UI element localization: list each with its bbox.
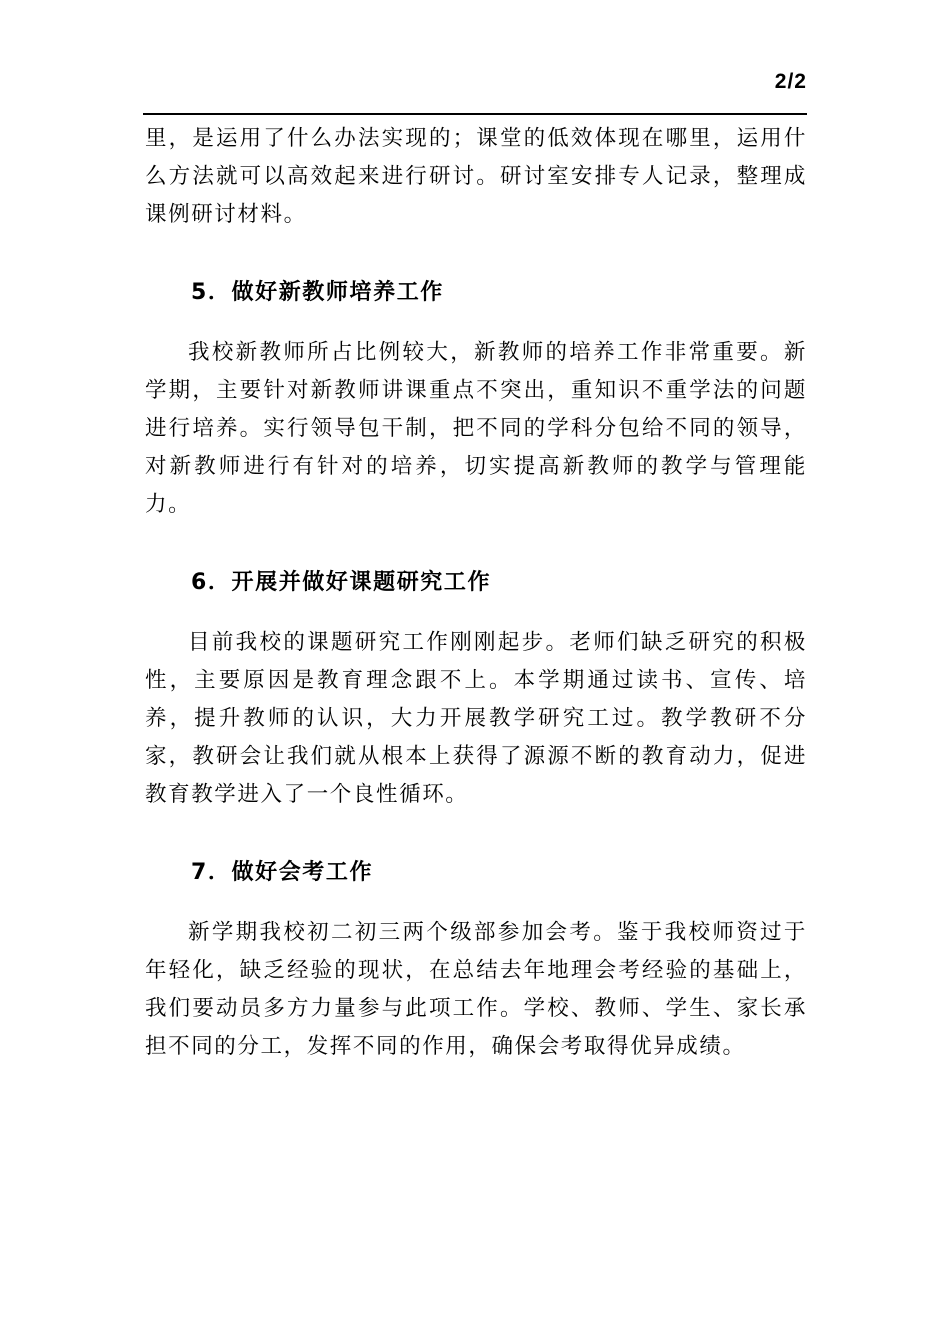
section-heading-5: 5．做好新教师培养工作 <box>191 280 444 305</box>
section-paragraph-5: 我校新教师所占比例较大，新教师的培养工作非常重要。新学期，主要针对新教师讲课重点不突出，重知识不重学法的问题进行培养。实行领导包干制，把不同的学科分包给不同的领导，对新教师进行有针对的培养，切实提高新教师的教学与管理能力。 <box>145 340 807 517</box>
section-paragraph-6: 目前我校的课题研究工作刚刚起步。老师们缺乏研究的积极性，主要原因是教育理念跟不上。本学期通过读书、宣传、培养，提升教师的认识，大力开展教学研究工过。教学教研不分家，教研会让我们就从根本上获得了源源不断的教育动力，促进教育教学进入了一个良性循环。 <box>145 630 807 807</box>
section-heading-6: 6．开展并做好课题研究工作 <box>191 570 492 595</box>
section-paragraph-7: 新学期我校初二初三两个级部参加会考。鉴于我校师资过于年轻化，缺乏经验的现状，在总结去年地理会考经验的基础上，我们要动员多方力量参与此项工作。学校、教师、学生、家长承担不同的分工，发挥不同的作用，确保会考取得优异成绩。 <box>145 920 807 1059</box>
header-divider <box>143 113 807 115</box>
section-heading-7: 7．做好会考工作 <box>191 860 374 885</box>
page-number: 2/2 <box>774 70 807 93</box>
document-body <box>145 120 807 1066</box>
intro-paragraph: 里，是运用了什么办法实现的；课堂的低效体现在哪里，运用什么方法就可以高效起来进行研讨。研讨室安排专人记录，整理成课例研讨材料。 <box>145 126 807 227</box>
